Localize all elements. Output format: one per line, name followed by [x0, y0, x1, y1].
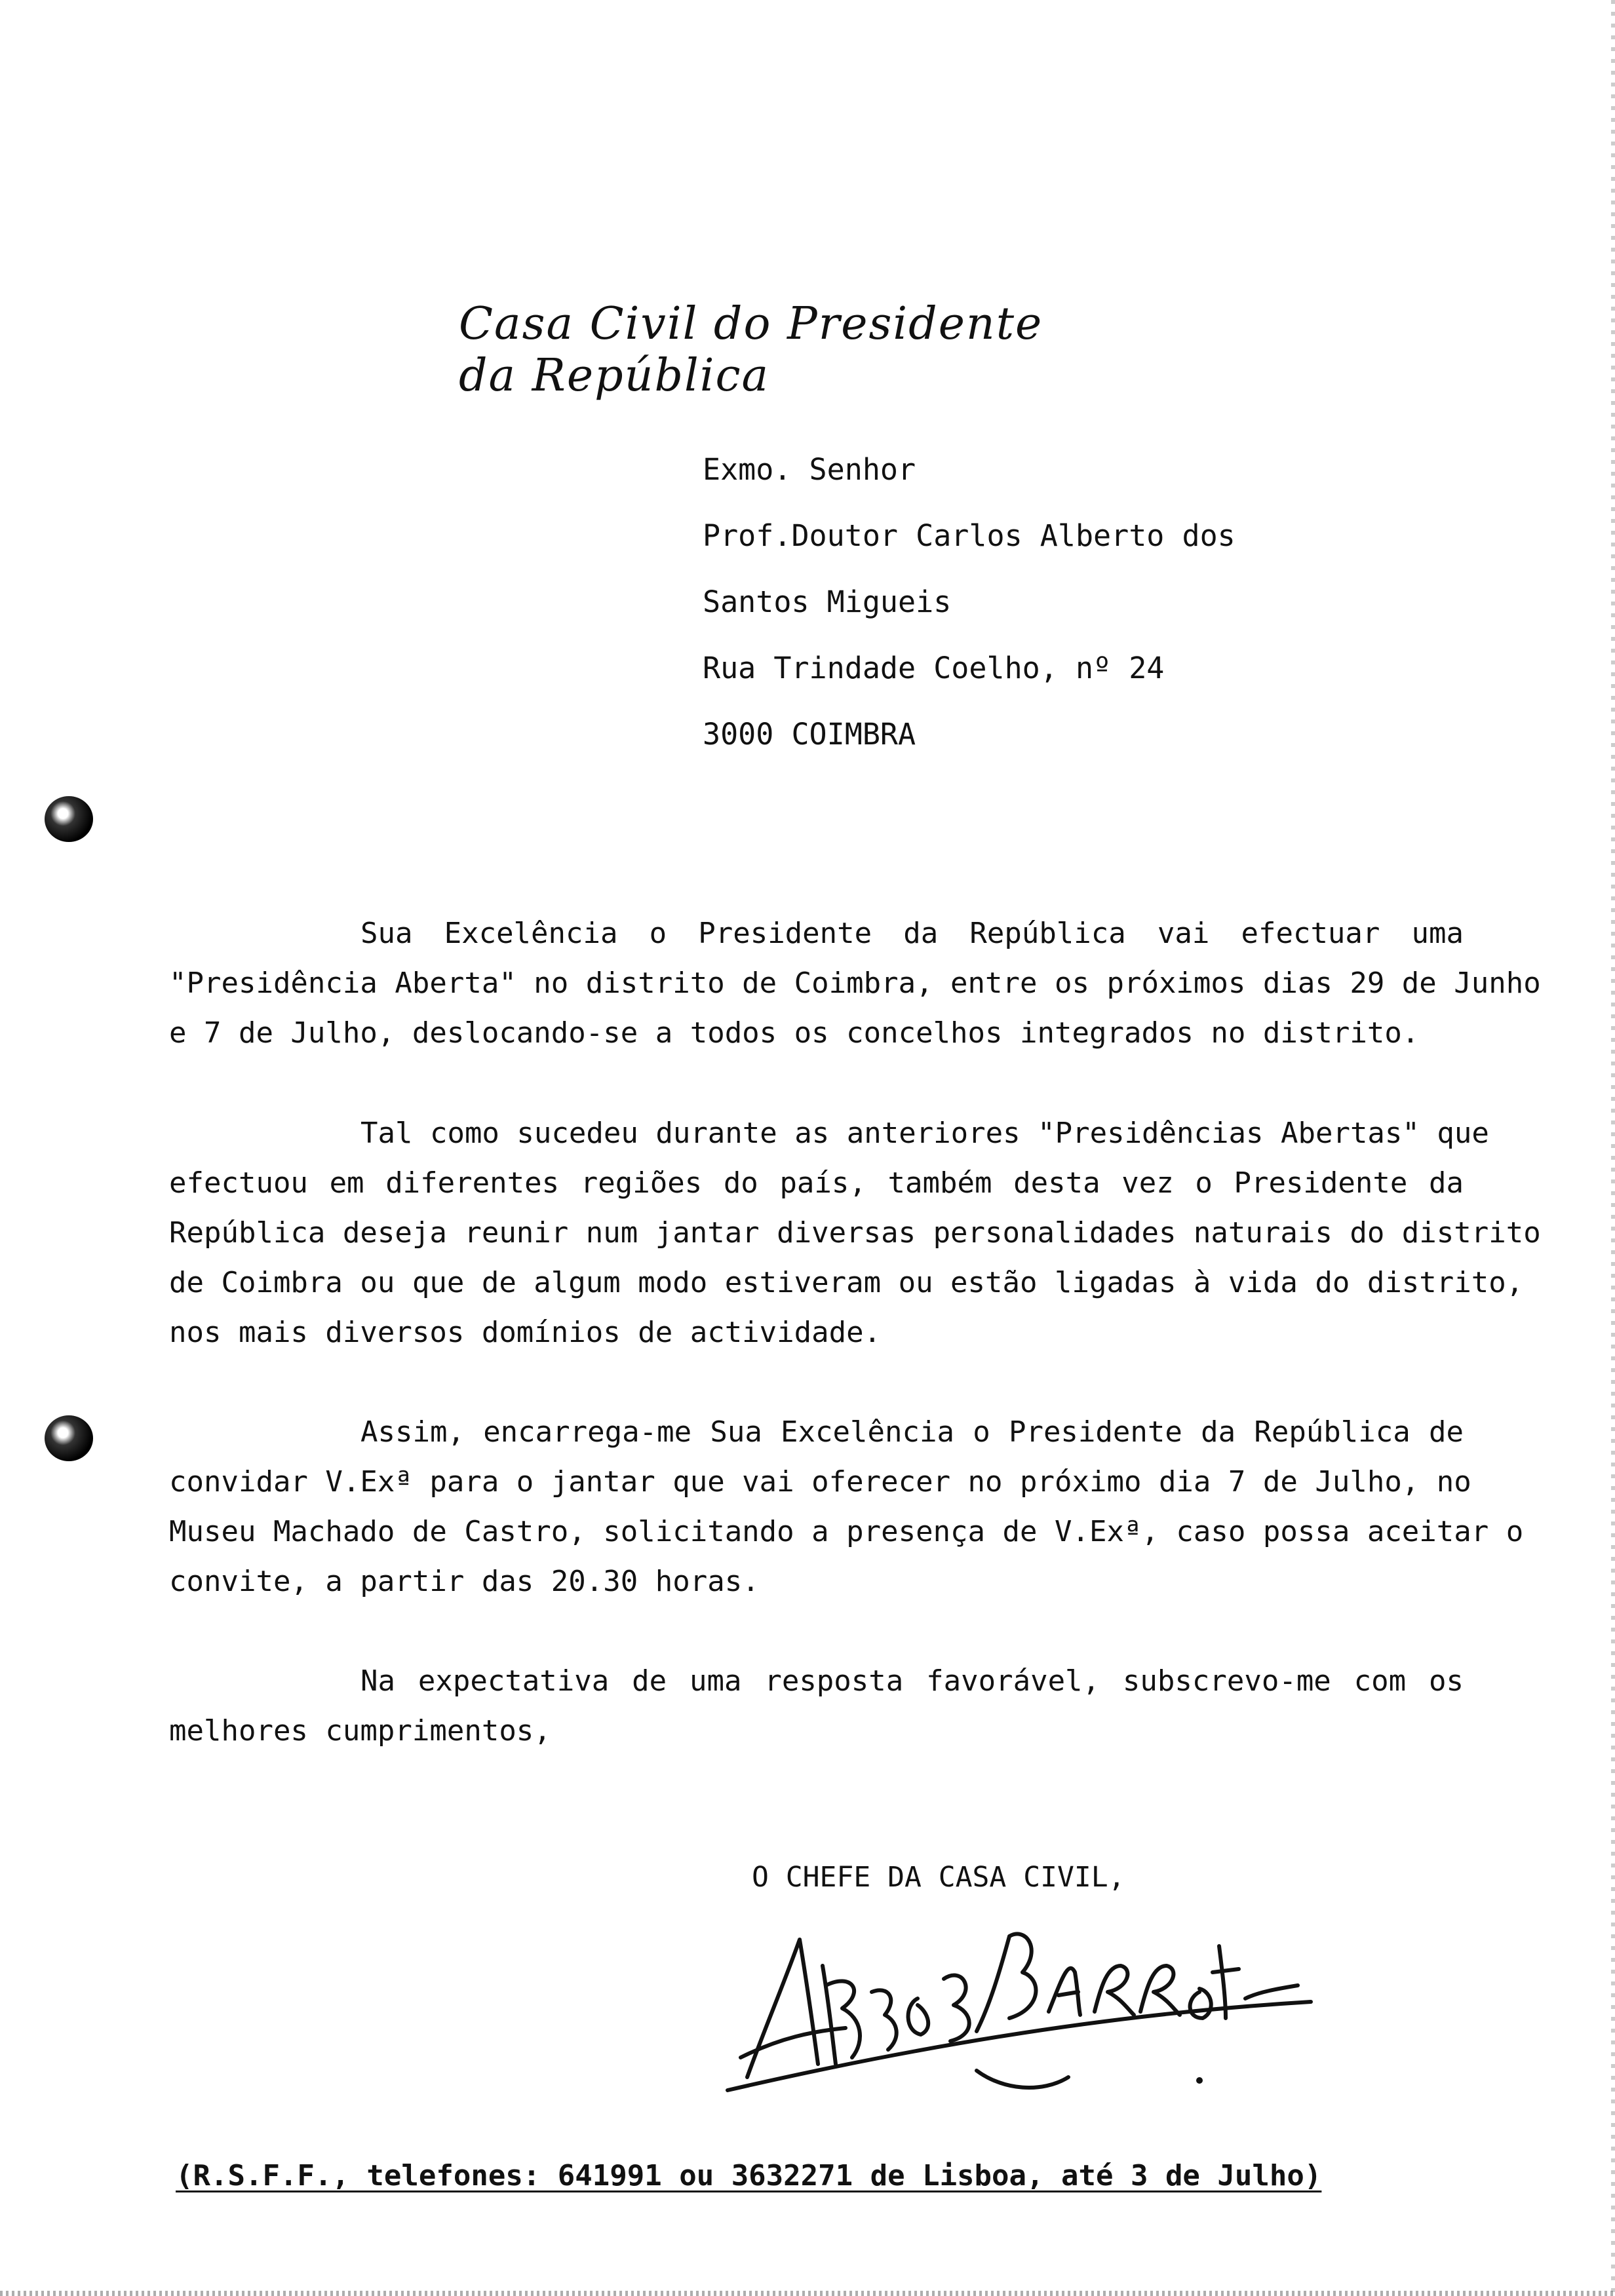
- paragraph-line: nos mais diversos domínios de actividade.: [169, 1316, 882, 1349]
- paragraph-3: [169, 1407, 1524, 1607]
- addressee-salutation: Exmo. Senhor: [703, 452, 916, 487]
- paragraph-line: Sua Excelência o Presidente da República vai efectuar uma: [360, 917, 1464, 950]
- addressee-name-line2: Santos Migueis: [703, 584, 952, 619]
- punch-hole-top: [45, 796, 93, 842]
- signatory-title: O CHEFE DA CASA CIVIL,: [752, 1861, 1125, 1894]
- paragraph-line: "Presidência Aberta" no distrito de Coimbra, entre os próximos dias 29 de Junho: [169, 966, 1541, 1000]
- handwritten-signature: [701, 1900, 1324, 2110]
- paragraph-1: [169, 909, 1541, 1058]
- letterhead: Casa Civil do Presidente da República: [459, 298, 1043, 402]
- paragraph-4: [169, 1656, 1464, 1756]
- paragraph-line: de Coimbra ou que de algum modo estiveram ou estão ligadas à vida do distrito,: [169, 1266, 1524, 1299]
- paragraph-line: efectuou em diferentes regiões do país, também desta vez o Presidente da: [169, 1166, 1464, 1200]
- punch-hole-bottom: [45, 1415, 93, 1461]
- scan-edge-right: [1611, 0, 1615, 2296]
- paragraph-line: Assim, encarrega-me Sua Excelência o Presidente da República de: [360, 1415, 1464, 1449]
- paragraph-2: [169, 1109, 1541, 1358]
- paragraph-line: Tal como sucedeu durante as anteriores "Presidências Abertas" que: [360, 1117, 1489, 1150]
- scan-edge-bottom: [0, 2291, 1615, 2296]
- paragraph-line: melhores cumprimentos,: [169, 1714, 551, 1748]
- paragraph-line: e 7 de Julho, deslocando-se a todos os concelhos integrados no distrito.: [169, 1016, 1420, 1050]
- paragraph-line: Museu Machado de Castro, solicitando a presença de V.Exª, caso possa aceitar o: [169, 1515, 1524, 1548]
- paragraph-line: Na expectativa de uma resposta favorável, subscrevo-me com os: [360, 1664, 1464, 1698]
- paragraph-line: República deseja reunir num jantar diversas personalidades naturais do distrito: [169, 1216, 1541, 1250]
- addressee-name-line1: Prof.Doutor Carlos Alberto dos: [703, 518, 1236, 553]
- addressee-street: Rua Trindade Coelho, nº 24: [703, 651, 1165, 685]
- paragraph-line: convite, a partir das 20.30 horas.: [169, 1565, 760, 1598]
- paragraph-line: convidar V.Exª para o jantar que vai oferecer no próximo dia 7 de Julho, no: [169, 1465, 1471, 1499]
- footer-rsvp-note: (R.S.F.F., telefones: 641991 ou 3632271 de Lisboa, até 3 de Julho): [176, 2159, 1322, 2192]
- addressee-city: 3000 COIMBRA: [703, 717, 916, 752]
